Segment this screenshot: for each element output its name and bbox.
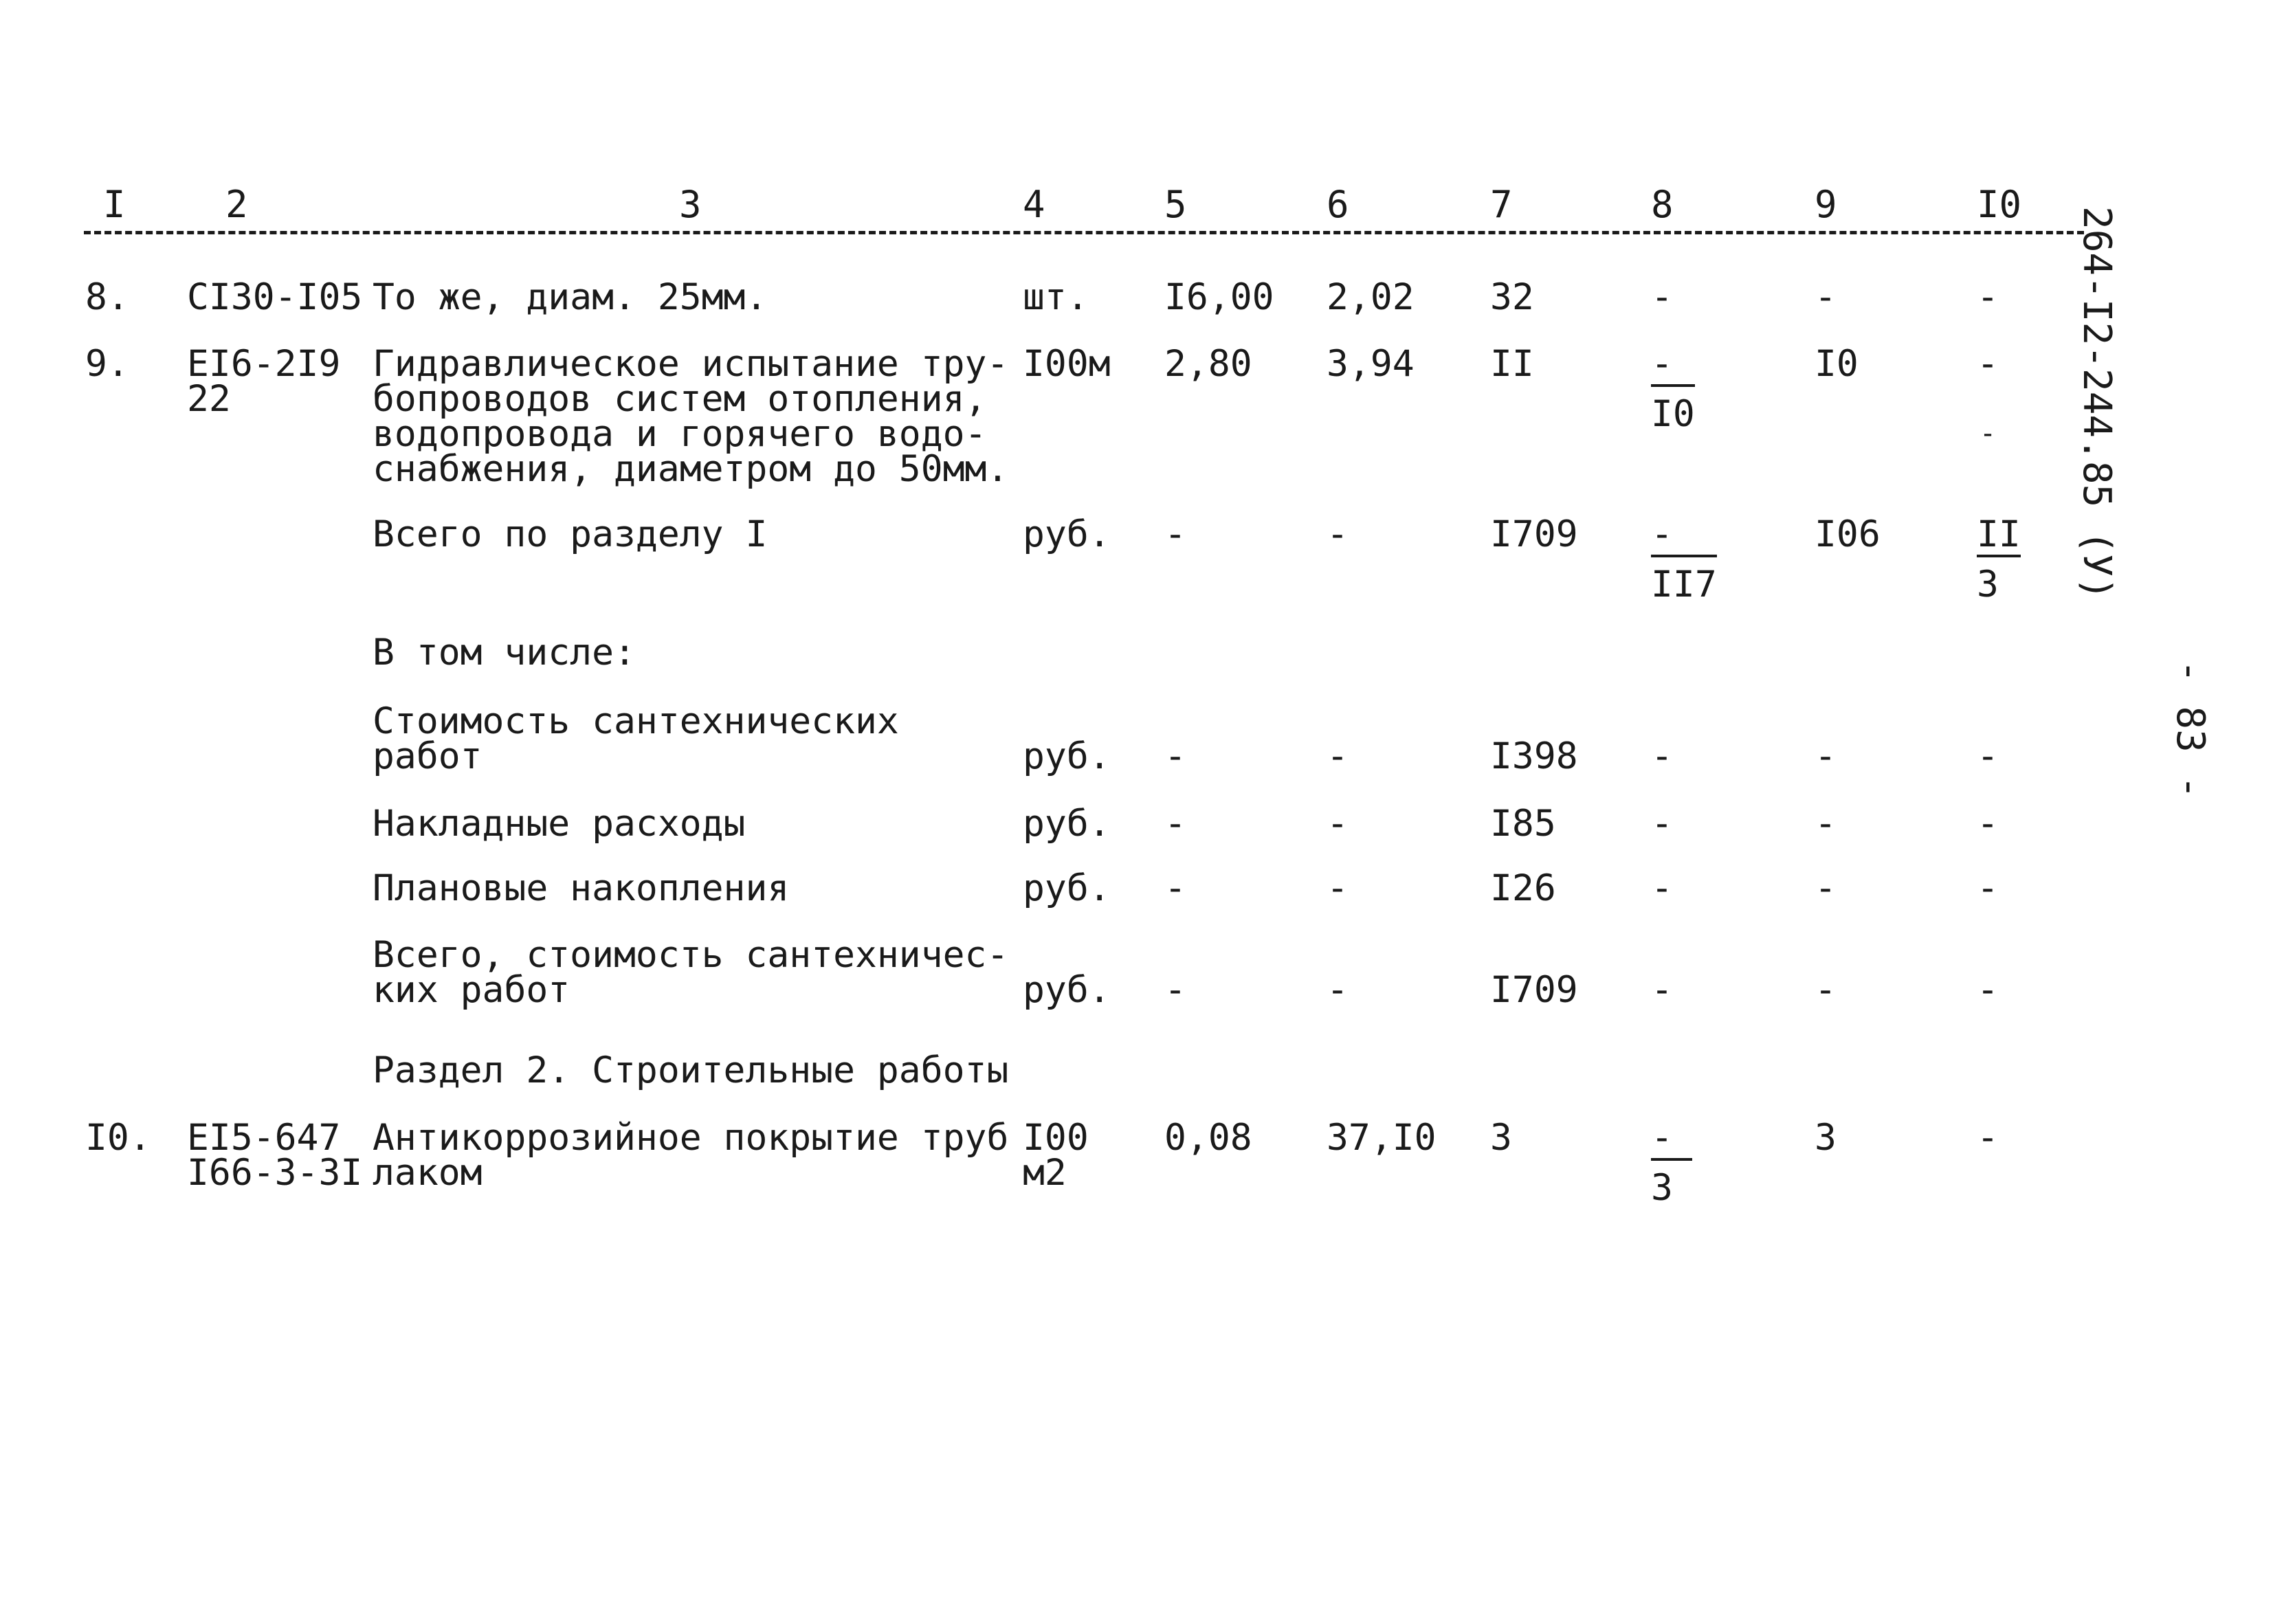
fraction-denominator: II7: [1651, 564, 1717, 605]
header-rule: [84, 231, 2084, 234]
fraction-denominator: 3: [1651, 1167, 1673, 1209]
unit: шт.: [1023, 276, 1089, 318]
unit-cost: -: [1327, 969, 1349, 1011]
col-9-value: -: [1815, 276, 1837, 318]
quantity: -: [1164, 969, 1186, 1011]
unit-cost: -: [1327, 735, 1349, 777]
col-10-value: -: [1977, 803, 1999, 845]
fraction-numerator: II: [1977, 517, 2021, 557]
total-cost: I398: [1490, 735, 1578, 777]
section-heading: Раздел 2. Строительные работы: [373, 1049, 1009, 1091]
unit-cost: 2,02: [1327, 276, 1415, 318]
page-number: - 83 -: [2168, 660, 2213, 799]
column-header-9: 9: [1815, 183, 1837, 226]
col-10-value: -: [1977, 276, 1999, 318]
row-number: I0.: [85, 1117, 151, 1159]
unit-cost: 37,I0: [1327, 1117, 1437, 1159]
unit-cost: -: [1327, 803, 1349, 845]
row-number: 8.: [85, 276, 129, 318]
section-total-label: Всего по разделу I: [373, 513, 768, 555]
col-8-fraction: [1651, 513, 1717, 605]
col-8-value: -: [1651, 969, 1673, 1011]
column-header-8: 8: [1651, 183, 1674, 226]
col-8-value: -: [1651, 276, 1673, 318]
total-cost: 32: [1490, 276, 1534, 318]
unit: I00 м2: [1023, 1117, 1089, 1194]
total-cost: I26: [1490, 867, 1556, 909]
quantity: 2,80: [1164, 343, 1252, 385]
subsection-label: В том числе:: [373, 632, 636, 674]
unit-cost: 3,94: [1327, 343, 1415, 385]
col-10-value: -: [1977, 735, 1999, 777]
unit-cost: -: [1327, 867, 1349, 909]
column-header-6: 6: [1327, 183, 1349, 226]
total-cost: 3: [1490, 1117, 1512, 1159]
work-description: То же, диам. 25мм.: [373, 276, 768, 318]
total-cost: II: [1490, 343, 1534, 385]
rate-code: EI6-2I9 22: [187, 343, 341, 420]
work-description: Стоимость сантехнических работ: [373, 700, 899, 777]
work-description: Гидравлическое испытание тру- бопроводов систем отопления, водопровода и горячего водо- снабжения, диаметром до 50мм.: [373, 343, 1009, 490]
column-header-7: 7: [1490, 183, 1513, 226]
unit: руб.: [1023, 735, 1111, 777]
rate-code: CI30-I05: [187, 276, 363, 318]
col-8-value: -: [1651, 803, 1673, 845]
document-code: 264-I2-244.85 (У): [2074, 206, 2119, 601]
col-8-value: -: [1651, 735, 1673, 777]
work-description: Накладные расходы: [373, 803, 746, 845]
total-cost: I709: [1490, 513, 1578, 555]
col-9-value: I0: [1815, 343, 1859, 385]
col-8-value: -: [1651, 867, 1673, 909]
column-header-2: 2: [225, 183, 248, 226]
col-8-fraction: [1651, 1117, 1692, 1209]
col-10-value: -: [1977, 969, 1999, 1011]
quantity: -: [1164, 803, 1186, 845]
col-9-value: -: [1815, 867, 1837, 909]
column-header-3: 3: [679, 183, 702, 226]
column-header-5: 5: [1164, 183, 1187, 226]
unit-cost: -: [1327, 513, 1349, 555]
quantity: 0,08: [1164, 1117, 1252, 1159]
fraction-denominator: 3: [1977, 564, 1999, 605]
unit: I00м: [1023, 343, 1111, 385]
rate-code: EI5-647 I66-3-3I: [187, 1117, 363, 1194]
fraction-numerator: -: [1651, 517, 1717, 557]
quantity: -: [1164, 735, 1186, 777]
unit: руб.: [1023, 867, 1111, 909]
fraction-numerator: -: [1651, 1120, 1692, 1161]
total-cost: I85: [1490, 803, 1556, 845]
work-description: Всего, стоимость сантехничес- ких работ: [373, 934, 1009, 1011]
col-9-value: -: [1815, 803, 1837, 845]
quantity: I6,00: [1164, 276, 1274, 318]
column-header-10: I0: [1977, 183, 2022, 226]
unit: руб.: [1023, 513, 1111, 555]
row-number: 9.: [85, 343, 129, 385]
col-10-value: -: [1977, 1117, 1999, 1159]
col-10-fraction: [1977, 513, 2021, 605]
quantity: -: [1164, 513, 1186, 555]
total-cost: I709: [1490, 969, 1578, 1011]
col-8-fraction: [1651, 343, 1695, 435]
unit: руб.: [1023, 969, 1111, 1011]
col-10-value: -: [1977, 343, 1999, 385]
col-9-value: I06: [1815, 513, 1881, 555]
work-description: Плановые накопления: [373, 867, 790, 909]
col-9-value: -: [1815, 969, 1837, 1011]
fraction-denominator: I0: [1651, 393, 1695, 435]
col-10-mark: -: [1980, 418, 1997, 449]
quantity: -: [1164, 867, 1186, 909]
unit: руб.: [1023, 803, 1111, 845]
work-description: Антикоррозийное покрытие труб лаком: [373, 1117, 1009, 1194]
fraction-numerator: -: [1651, 346, 1695, 387]
col-10-value: -: [1977, 867, 1999, 909]
column-header-4: 4: [1023, 183, 1045, 226]
column-header-1: I: [103, 183, 126, 226]
col-9-value: -: [1815, 735, 1837, 777]
col-9-value: 3: [1815, 1117, 1837, 1159]
